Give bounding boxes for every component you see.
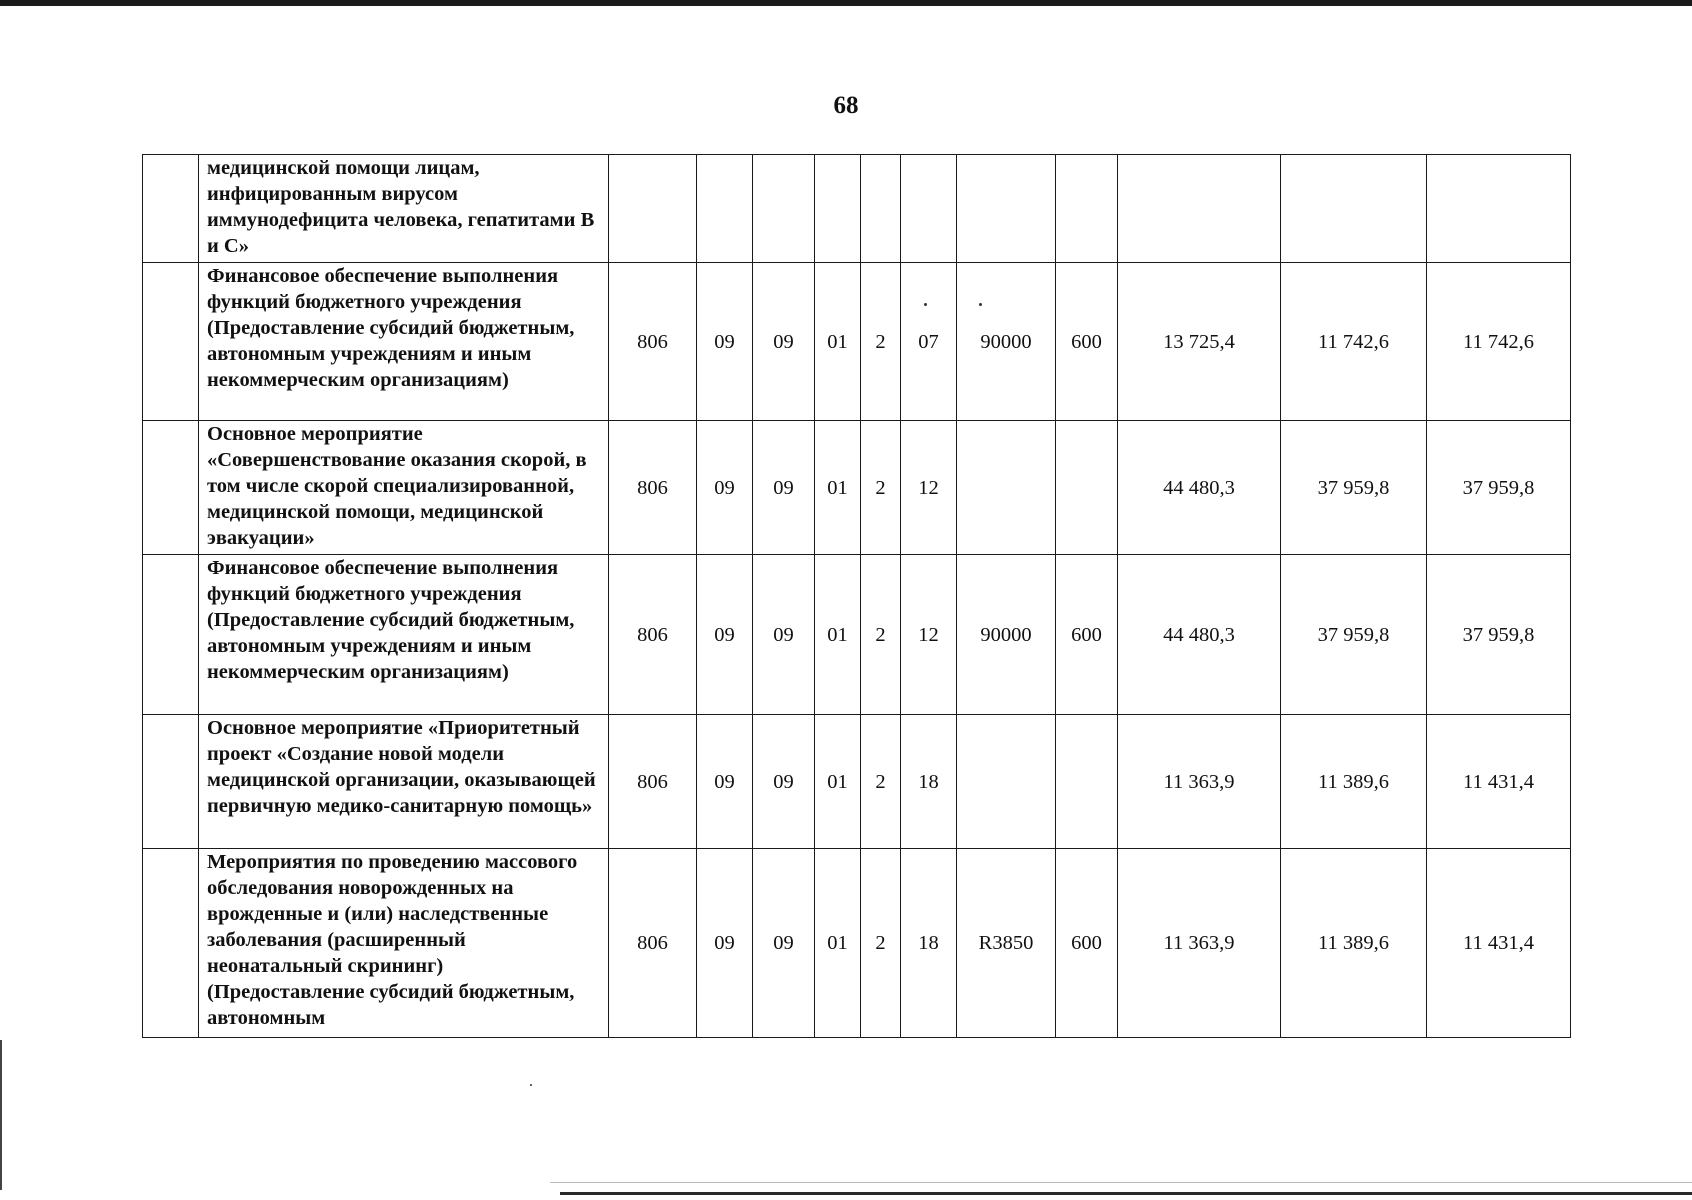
- cell-description: Мероприятия по проведению массового обследования новорожденных на врожденные и (или) наследственные заболевания (расширенный неонатальный скрининг) (Предоставление субсидий бюджетным, автономным: [199, 849, 609, 1038]
- cell-expense-type: 600: [1056, 555, 1118, 715]
- cell-amount-1: 11 363,9: [1118, 849, 1281, 1038]
- cell-description: Основное мероприятие «Совершенствование оказания скорой, в том числе скорой специализированной, медицинской помощи, медицинской эвакуации»: [199, 421, 609, 555]
- cell-section: 09: [697, 715, 753, 849]
- cell-index: [143, 421, 199, 555]
- cell-description: Финансовое обеспечение выполнения функций бюджетного учреждения (Предоставление субсидий бюджетным, автономным учреждениям и иным некоммерческим организациям): [199, 263, 609, 421]
- cell-ministry: 806: [609, 849, 697, 1038]
- scan-speck: [979, 303, 982, 306]
- scan-speck: [924, 303, 927, 306]
- cell-amount-3: 37 959,8: [1427, 555, 1571, 715]
- table-row: [143, 263, 1571, 421]
- cell-direction: [957, 421, 1056, 555]
- cell-subprogram: 2: [861, 715, 901, 849]
- cell-ministry: 806: [609, 715, 697, 849]
- cell-program: 01: [815, 849, 861, 1038]
- scan-top-border: [0, 0, 1692, 6]
- cell-subsection: 09: [753, 421, 815, 555]
- page-number: 68: [833, 92, 859, 119]
- cell-index: [143, 849, 199, 1038]
- cell-amount-2: 37 959,8: [1281, 555, 1427, 715]
- cell-section: 09: [697, 421, 753, 555]
- cell-amount-2: 37 959,8: [1281, 421, 1427, 555]
- cell-section: 09: [697, 849, 753, 1038]
- cell-program: 01: [815, 263, 861, 421]
- cell-amount-1: 13 725,4: [1118, 263, 1281, 421]
- cell-event: 07: [901, 263, 957, 421]
- cell-ministry: 806: [609, 263, 697, 421]
- cell-amount-3: 11 742,6: [1427, 263, 1571, 421]
- cell-event: [901, 155, 957, 263]
- cell-event: 12: [901, 555, 957, 715]
- cell-amount-3: 11 431,4: [1427, 849, 1571, 1038]
- cell-index: [143, 155, 199, 263]
- cell-section: 09: [697, 263, 753, 421]
- cell-program: 01: [815, 715, 861, 849]
- cell-amount-1: 11 363,9: [1118, 715, 1281, 849]
- cell-subsection: 09: [753, 555, 815, 715]
- cell-ministry: [609, 155, 697, 263]
- table-row: [143, 715, 1571, 849]
- cell-description: Финансовое обеспечение выполнения функций бюджетного учреждения (Предоставление субсидий бюджетным, автономным учреждениям и иным некоммерческим организациям): [199, 555, 609, 715]
- cell-amount-3: 11 431,4: [1427, 715, 1571, 849]
- cell-subsection: [753, 155, 815, 263]
- cell-amount-2: 11 389,6: [1281, 715, 1427, 849]
- scan-speck: [530, 1084, 532, 1086]
- cell-expense-type: [1056, 421, 1118, 555]
- scan-left-edge: [0, 1040, 2, 1190]
- cell-amount-2: [1281, 155, 1427, 263]
- table-row: [143, 421, 1571, 555]
- cell-expense-type: [1056, 715, 1118, 849]
- cell-direction: 90000: [957, 263, 1056, 421]
- cell-program: 01: [815, 555, 861, 715]
- cell-expense-type: [1056, 155, 1118, 263]
- cell-subprogram: 2: [861, 421, 901, 555]
- cell-direction: [957, 715, 1056, 849]
- cell-subsection: 09: [753, 715, 815, 849]
- cell-description: медицинской помощи лицам, инфицированным вирусом иммунодефицита человека, гепатитами В и С»: [199, 155, 609, 263]
- cell-subprogram: 2: [861, 555, 901, 715]
- cell-subsection: 09: [753, 849, 815, 1038]
- cell-subsection: 09: [753, 263, 815, 421]
- cell-direction: [957, 155, 1056, 263]
- cell-event: 18: [901, 849, 957, 1038]
- cell-subprogram: [861, 155, 901, 263]
- cell-amount-2: 11 389,6: [1281, 849, 1427, 1038]
- cell-expense-type: 600: [1056, 263, 1118, 421]
- cell-amount-2: 11 742,6: [1281, 263, 1427, 421]
- cell-amount-1: 44 480,3: [1118, 421, 1281, 555]
- scan-bottom-line: [560, 1192, 1692, 1195]
- cell-expense-type: 600: [1056, 849, 1118, 1038]
- cell-direction: R3850: [957, 849, 1056, 1038]
- cell-amount-3: 37 959,8: [1427, 421, 1571, 555]
- cell-program: [815, 155, 861, 263]
- budget-table: [142, 154, 1571, 1038]
- cell-event: 12: [901, 421, 957, 555]
- cell-amount-3: [1427, 155, 1571, 263]
- cell-section: 09: [697, 555, 753, 715]
- cell-description: Основное мероприятие «Приоритетный проект «Создание новой модели медицинской организации, оказывающей первичную медико-санитарную помощь»: [199, 715, 609, 849]
- table-row: [143, 555, 1571, 715]
- cell-subprogram: 2: [861, 849, 901, 1038]
- cell-section: [697, 155, 753, 263]
- scan-bottom-line-faint: [550, 1182, 1692, 1183]
- cell-index: [143, 715, 199, 849]
- cell-event: 18: [901, 715, 957, 849]
- table-row: [143, 155, 1571, 263]
- table-row: [143, 849, 1571, 1038]
- cell-amount-1: 44 480,3: [1118, 555, 1281, 715]
- cell-direction: 90000: [957, 555, 1056, 715]
- cell-ministry: 806: [609, 555, 697, 715]
- cell-amount-1: [1118, 155, 1281, 263]
- cell-program: 01: [815, 421, 861, 555]
- cell-index: [143, 555, 199, 715]
- cell-ministry: 806: [609, 421, 697, 555]
- cell-index: [143, 263, 199, 421]
- cell-subprogram: 2: [861, 263, 901, 421]
